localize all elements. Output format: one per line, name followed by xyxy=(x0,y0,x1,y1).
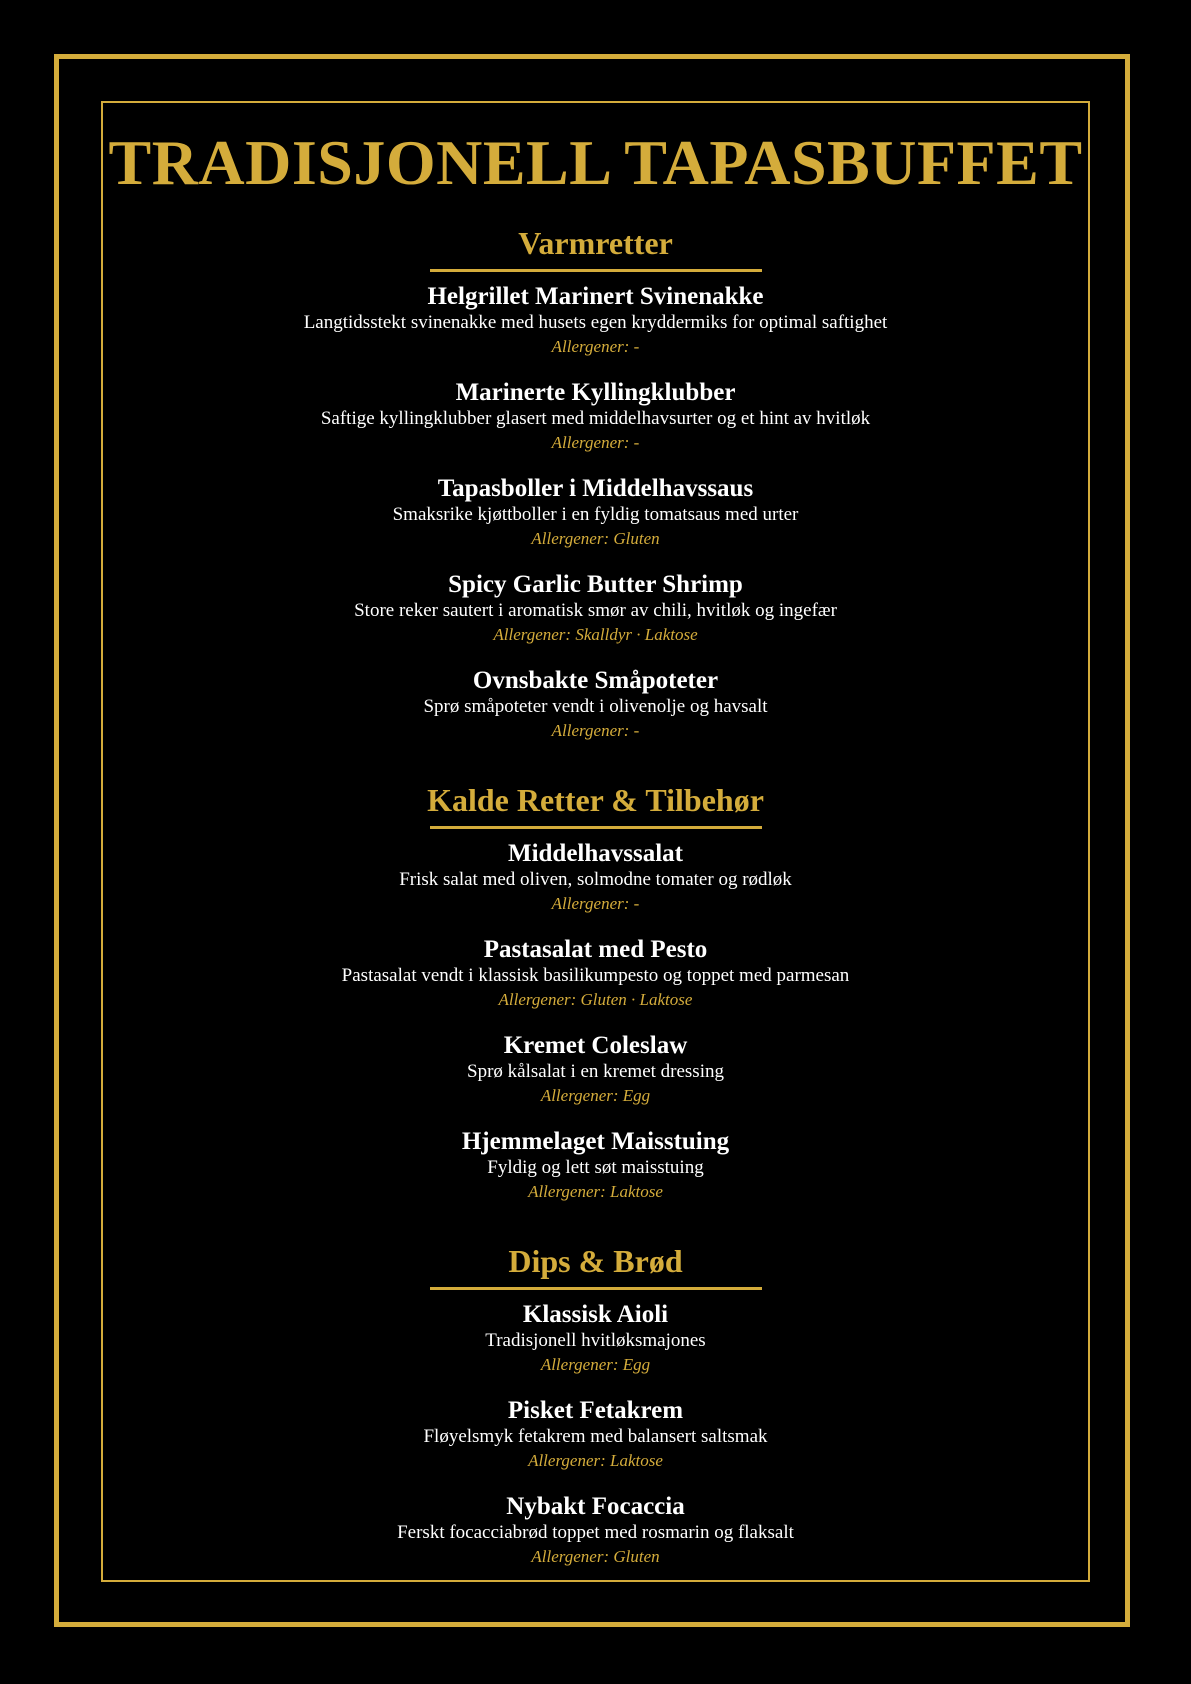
item-description: Langtidsstekt svinenakke med husets egen kryddermiks for optimal saftighet xyxy=(303,312,888,333)
menu-item xyxy=(101,1396,1090,1474)
menu-item xyxy=(101,474,1090,552)
section-divider xyxy=(430,1287,762,1290)
item-description: Tradisjonell hvitløksmajones xyxy=(485,1330,706,1351)
section-divider xyxy=(430,826,762,829)
menu-item xyxy=(101,1127,1090,1205)
item-description: Store reker sautert i aromatisk smør av chili, hvitløk og ingefær xyxy=(354,600,837,621)
item-name: Ovnsbakte Småpoteter xyxy=(472,667,719,694)
item-name: Pisket Fetakrem xyxy=(507,1397,684,1424)
menu-item xyxy=(101,839,1090,917)
menu-item xyxy=(101,378,1090,456)
item-allergens: Allergener: Laktose xyxy=(528,1182,663,1201)
item-allergens: Allergener: Egg xyxy=(540,1086,651,1105)
item-name: Klassisk Aioli xyxy=(522,1301,669,1328)
item-description: Sprø småpoteter vendt i olivenolje og havsalt xyxy=(423,696,768,717)
item-description: Smaksrike kjøttboller i en fyldig tomatsaus med urter xyxy=(392,504,799,525)
item-allergens: Allergener: - xyxy=(551,433,640,452)
menu-item xyxy=(101,282,1090,360)
item-allergens: Allergener: Skalldyr · Laktose xyxy=(493,625,698,644)
item-allergens: Allergener: Gluten · Laktose xyxy=(498,990,693,1009)
item-allergens: Allergener: Gluten xyxy=(531,529,660,548)
item-description: Fløyelsmyk fetakrem med balansert saltsmak xyxy=(423,1426,768,1447)
item-description: Frisk salat med oliven, solmodne tomater og rødløk xyxy=(399,869,792,890)
item-allergens: Allergener: - xyxy=(551,721,640,740)
item-description: Sprø kålsalat i en kremet dressing xyxy=(467,1061,724,1082)
menu-item xyxy=(101,666,1090,744)
item-description: Ferskt focacciabrød toppet med rosmarin og flaksalt xyxy=(397,1522,794,1543)
item-name: Tapasboller i Middelhavssaus xyxy=(437,475,754,502)
section-dips-brod xyxy=(101,1241,1090,1570)
item-name: Hjemmelaget Maisstuing xyxy=(461,1128,730,1155)
menu-item xyxy=(101,1031,1090,1109)
item-allergens: Allergener: Laktose xyxy=(528,1451,663,1470)
item-description: Fyldig og lett søt maisstuing xyxy=(487,1157,704,1178)
menu-content xyxy=(101,101,1090,1588)
item-description: Saftige kyllingklubber glasert med middelhavsurter og et hint av hvitløk xyxy=(320,408,871,429)
item-allergens: Allergener: - xyxy=(551,337,640,356)
section-divider xyxy=(430,269,762,272)
item-allergens: Allergener: Gluten xyxy=(531,1547,660,1566)
menu-item xyxy=(101,570,1090,648)
page-title: TRADISJONELL TAPASBUFFET xyxy=(108,127,1083,198)
section-heading: Dips & Brød xyxy=(508,1243,683,1279)
item-description: Pastasalat vendt i klassisk basilikumpesto og toppet med parmesan xyxy=(341,965,850,986)
menu-item xyxy=(101,1300,1090,1378)
item-name: Middelhavssalat xyxy=(507,840,684,867)
item-name: Helgrillet Marinert Svinenakke xyxy=(427,283,764,310)
item-name: Marinerte Kyllingklubber xyxy=(455,379,736,406)
section-varmretter xyxy=(101,223,1090,744)
item-name: Kremet Coleslaw xyxy=(503,1032,688,1059)
item-name: Pastasalat med Pesto xyxy=(483,936,708,963)
section-heading: Kalde Retter & Tilbehør xyxy=(427,782,764,818)
menu-item xyxy=(101,935,1090,1013)
item-allergens: Allergener: Egg xyxy=(540,1355,651,1374)
menu-item xyxy=(101,1492,1090,1570)
item-name: Nybakt Focaccia xyxy=(506,1493,685,1520)
section-kalde-retter xyxy=(101,780,1090,1205)
item-allergens: Allergener: - xyxy=(551,894,640,913)
item-name: Spicy Garlic Butter Shrimp xyxy=(448,571,743,598)
section-heading: Varmretter xyxy=(518,225,673,261)
